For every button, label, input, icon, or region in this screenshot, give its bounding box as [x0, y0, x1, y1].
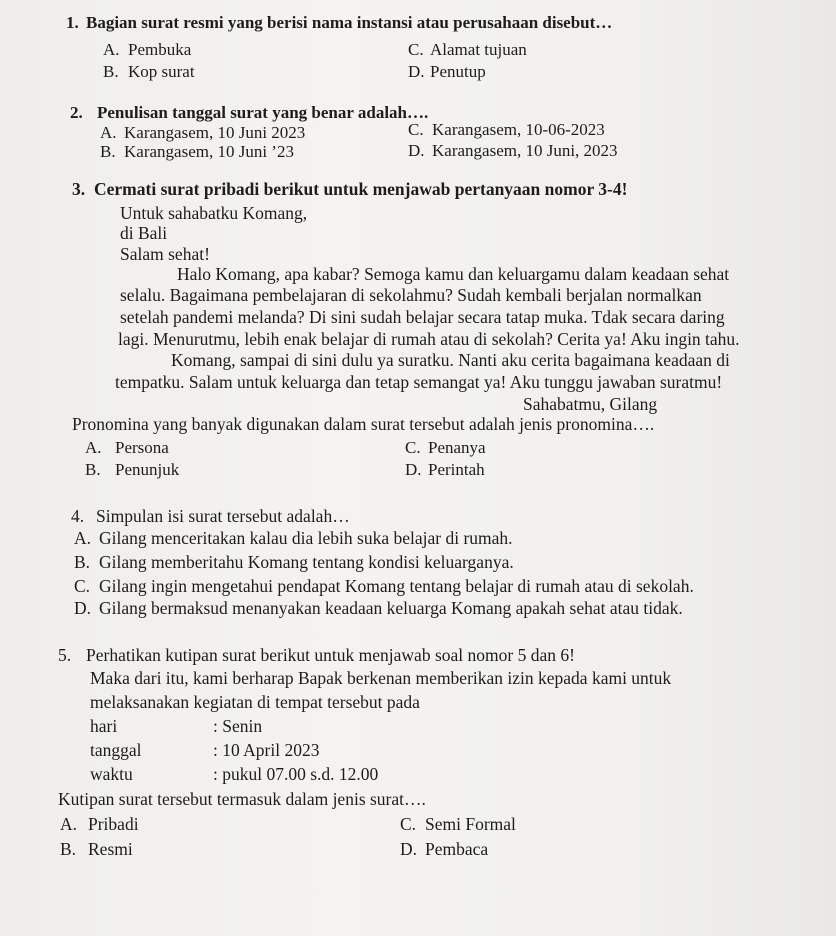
q2-option-b-text: Karangasem, 10 Juni ’23: [124, 142, 294, 161]
q5-option-a-text: Pribadi: [88, 814, 139, 834]
q5-text: Perhatikan kutipan surat berikut untuk menjawab soal nomor 5 dan 6!: [86, 645, 575, 665]
detail-label-waktu: waktu: [90, 764, 133, 784]
q5-option-a-letter: A.: [60, 814, 78, 834]
q4-option-a-letter: A.: [74, 528, 92, 548]
q2-option-c-text: Karangasem, 10-06-2023: [432, 120, 605, 139]
letter-line-4: lagi. Menurutmu, lebih enak belajar di rumah atau di sekolah? Cerita ya! Aku ingin tahu.: [118, 329, 740, 349]
q5-question: Kutipan surat tersebut termasuk dalam jenis surat….: [58, 789, 426, 809]
q3-option-d-letter: D.: [405, 460, 422, 479]
q2-option-a-text: Karangasem, 10 Juni 2023: [124, 123, 306, 142]
q5-option-c-text: Semi Formal: [425, 814, 516, 834]
q3-option-b-text: Penunjuk: [115, 460, 180, 479]
q2-option-d-letter: D.: [408, 141, 425, 160]
q4-option-a-text: Gilang menceritakan kalau dia lebih suka belajar di rumah.: [99, 528, 513, 548]
q3-text: Cermati surat pribadi berikut untuk menjawab pertanyaan nomor 3-4!: [94, 179, 628, 199]
letter-line-1: Halo Komang, apa kabar? Semoga kamu dan keluargamu dalam keadaan sehat: [177, 264, 730, 284]
detail-label-hari: hari: [90, 716, 118, 736]
detail-value-hari: : Senin: [213, 716, 263, 736]
letter-line-5: Komang, sampai di sini dulu ya suratku. Nanti aku cerita bagaimana keadaan di: [171, 350, 730, 370]
q1-option-d-letter: D.: [408, 62, 425, 81]
q2-option-a-letter: A.: [100, 123, 117, 142]
q1-option-c-letter: C.: [408, 40, 424, 59]
letter-greeting-2: di Bali: [120, 223, 168, 243]
letter-line-2: selalu. Bagaimana pembelajaran di sekolahmu? Sudah kembali berjalan normalkan: [120, 285, 702, 305]
q1-option-d-text: Penutup: [430, 62, 486, 81]
q5-option-b-letter: B.: [60, 839, 77, 859]
q3-option-a-letter: A.: [85, 438, 102, 457]
q1-option-b-letter: B.: [103, 62, 119, 81]
q4-option-b-letter: B.: [74, 552, 91, 572]
q5-option-d-text: Pembaca: [425, 839, 489, 859]
q3-option-c-letter: C.: [405, 438, 421, 457]
q5-excerpt-line-2: melaksanakan kegiatan di tempat tersebut pada: [90, 692, 420, 712]
detail-value-tanggal: : 10 April 2023: [213, 740, 320, 760]
letter-closing: Sahabatmu, Gilang: [523, 394, 658, 414]
q4-option-d-letter: D.: [74, 598, 92, 618]
q5-option-c-letter: C.: [400, 814, 417, 834]
q4-option-b-text: Gilang memberitahu Komang tentang kondisi keluarganya.: [99, 552, 514, 572]
q4-text: Simpulan isi surat tersebut adalah…: [96, 506, 350, 526]
q3-number: 3.: [72, 179, 86, 199]
q3-option-c-text: Penanya: [428, 438, 486, 457]
q4-option-d-text: Gilang bermaksud menanyakan keadaan keluarga Komang apakah sehat atau tidak.: [99, 598, 683, 618]
q2-option-c-letter: C.: [408, 120, 424, 139]
q4-number: 4.: [71, 506, 85, 526]
letter-line-3: setelah pandemi melanda? Di sini sudah belajar secara tatap muka. Tdak secara daring: [120, 307, 725, 327]
q5-option-d-letter: D.: [400, 839, 418, 859]
q3-option-b-letter: B.: [85, 460, 101, 479]
q1-option-c-text: Alamat tujuan: [430, 40, 527, 59]
q3-option-a-text: Persona: [115, 438, 169, 457]
q2-number: 2.: [70, 103, 83, 122]
detail-label-tanggal: tanggal: [90, 740, 142, 760]
q2-option-b-letter: B.: [100, 142, 116, 161]
q4-option-c-text: Gilang ingin mengetahui pendapat Komang tentang belajar di rumah atau di sekolah.: [99, 576, 694, 596]
q1-option-a-letter: A.: [103, 40, 120, 59]
q1-number: 1.: [66, 13, 79, 32]
letter-salam: Salam sehat!: [120, 244, 210, 264]
letter-line-6: tempatku. Salam untuk keluarga dan tetap semangat ya! Aku tunggu jawaban suratmu!: [115, 372, 723, 392]
q3-option-d-text: Perintah: [428, 460, 485, 479]
q2-text: Penulisan tanggal surat yang benar adalah….: [97, 103, 429, 122]
q5-option-b-text: Resmi: [88, 839, 133, 859]
q5-number: 5.: [58, 645, 72, 665]
q3-question: Pronomina yang banyak digunakan dalam surat tersebut adalah jenis pronomina….: [72, 414, 655, 434]
q5-excerpt-line-1: Maka dari itu, kami berharap Bapak berkenan memberikan izin kepada kami untuk: [90, 668, 672, 688]
letter-greeting-1: Untuk sahabatku Komang,: [120, 203, 308, 223]
q4-option-c-letter: C.: [74, 576, 91, 596]
q1-text: Bagian surat resmi yang berisi nama instansi atau perusahaan disebut…: [86, 13, 613, 32]
q1-option-b-text: Kop surat: [128, 62, 195, 81]
q2-option-d-text: Karangasem, 10 Juni, 2023: [432, 141, 618, 160]
detail-value-waktu: : pukul 07.00 s.d. 12.00: [213, 764, 379, 784]
q1-option-a-text: Pembuka: [128, 40, 192, 59]
